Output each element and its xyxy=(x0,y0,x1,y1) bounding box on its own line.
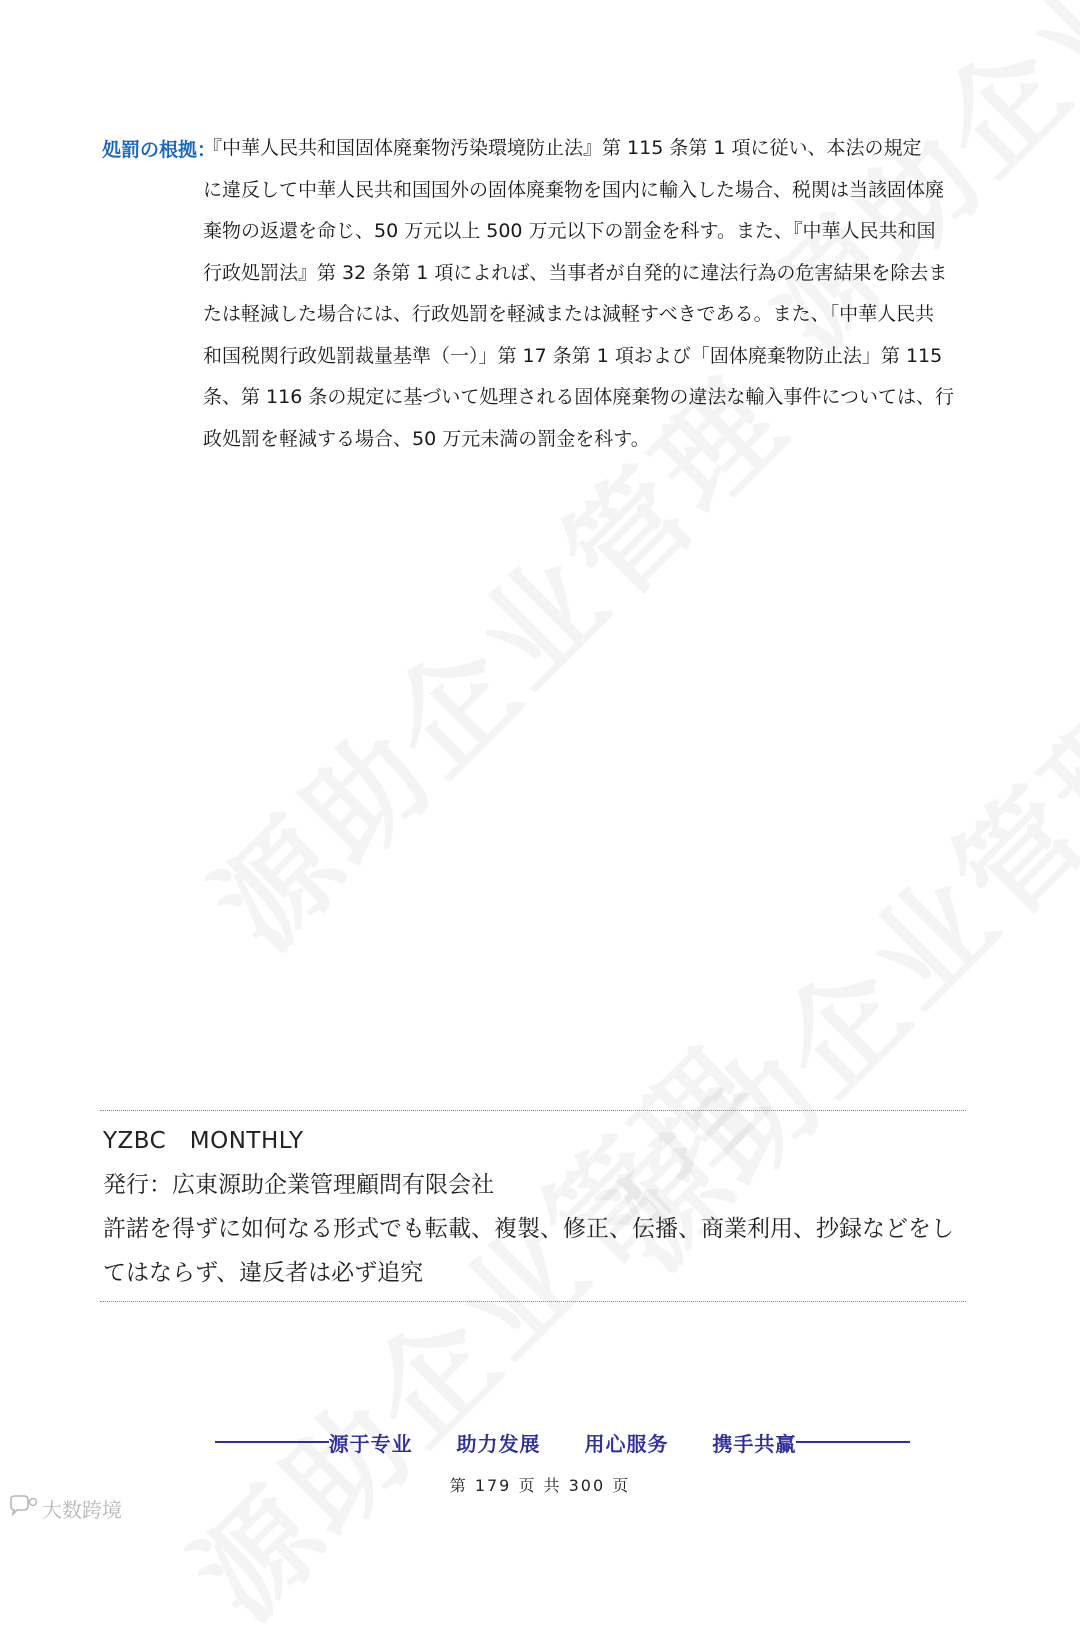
penalty-basis-section xyxy=(102,128,982,460)
page-number: 第 179 页 共 300 页 xyxy=(449,1476,631,1495)
basis-line: に違反して中華人民共和国国外の固体廃棄物を国内に輸入した場合、税関は当該固体廃 xyxy=(203,178,945,201)
slogan-right-rule xyxy=(796,1441,910,1443)
basis-line: たは軽減した場合には、行政処罰を軽減または減軽すべきである。また、「中華人民共 xyxy=(203,303,935,325)
publication-notice xyxy=(100,1110,966,1302)
brand-name: 大数跨境 xyxy=(42,1498,122,1522)
publication-name: YZBC MONTHLY xyxy=(103,1128,304,1154)
basis-line: 条、第 116 条の規定に基づいて処理される固体廃棄物の違法な輸入事件については、行 xyxy=(203,386,954,408)
penalty-basis-label: 処罰の根拠： xyxy=(102,139,217,161)
basis-line: 行政処罰法』第 32 条第 1 項によれば、当事者が自発的に違法行為の危害結果を除去ま xyxy=(203,261,948,284)
brand-watermark xyxy=(8,1494,122,1523)
basis-line: 『中華人民共和国固体廃棄物汚染環境防止法』第 115 条第 1 項に従い、本法の規定 xyxy=(203,137,922,159)
basis-line: 和国税関行政処罰裁量基準（一）」第 17 条第 1 項および「固体廃棄物防止法」第 115 xyxy=(203,344,943,367)
footer-slogan xyxy=(215,1424,910,1460)
basis-line: 棄物の返還を命じ、50 万元以上 500 万元以下の罰金を科す。また、『中華人民共和国 xyxy=(203,220,936,242)
copyright-line: 許諾を得ずに如何なる形式でも転載、複製、修正、伝播、商業利用、抄録などをし xyxy=(103,1216,954,1242)
penalty-basis-text xyxy=(203,128,982,460)
basis-line: 政処罰を軽減する場合、50 万元未満の罰金を科す。 xyxy=(203,427,650,450)
publisher-line: 発行：広東源助企業管理顧問有限会社 xyxy=(103,1172,494,1198)
slogan-left-rule xyxy=(215,1441,329,1443)
watermark xyxy=(150,1004,796,1650)
copyright-line: てはならず、違反者は必ず追究 xyxy=(103,1260,424,1286)
slogan-text: 源于专业 助力发展 用心服务 携手共赢 xyxy=(328,1431,797,1456)
speech-bubble-icon xyxy=(8,1495,38,1522)
